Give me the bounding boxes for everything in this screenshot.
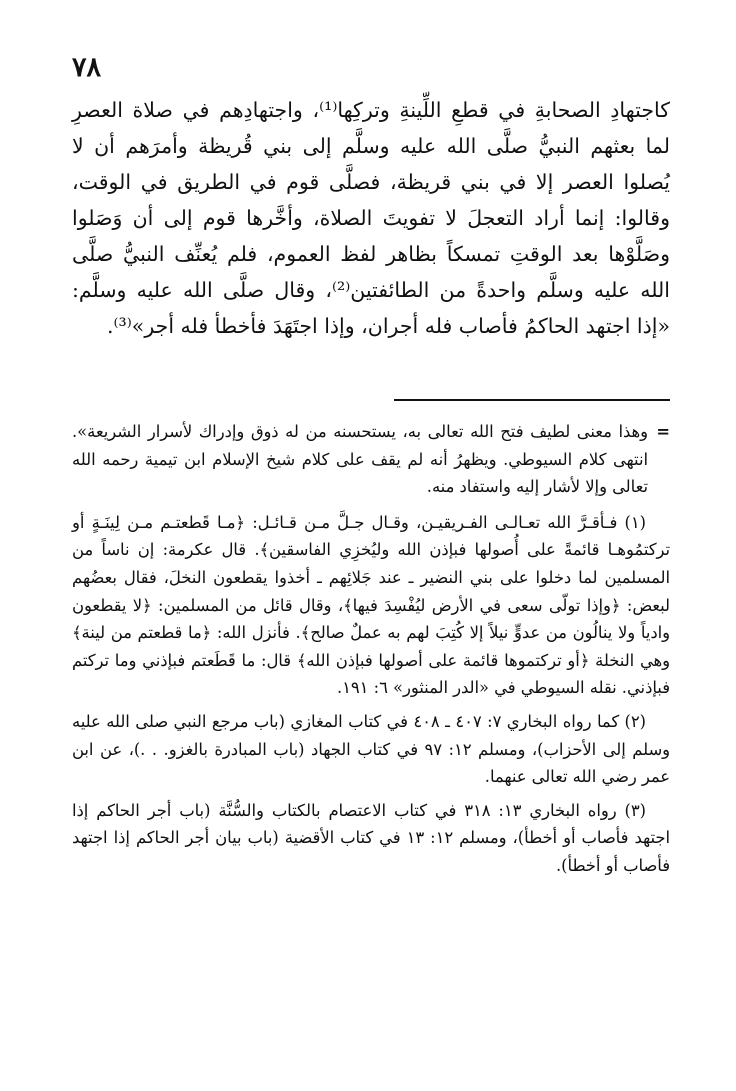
footnote-separator (394, 399, 670, 401)
continuation-mark: = (656, 422, 670, 441)
footnote-1: (١) فـأقـرَّ الله تعـالـى الفـريقيـن، وقـال جـلَّ مـن قـائـل: ﴿مـا قَطعتـم مـن لِينَـةٍ أو تركتمُوهـا قائمةً على أُصولها فبإذن الله وليُخزِي الفاسقين﴾. قال عكرمة: إن ناساً من المسلمين لما دخلوا على بني النضير ـ عند جَلائِهم ـ أخذوا يقطعون النخلَ، فقال بعضُهم لبعض: ﴿وإذا تولّى سعى في الأرض ليُفْسِدَ فيها﴾، وقال قائل من المسلمين: ﴿لا يقطعون وادياً ولا ينالُون من عدوٍّ نيلاً إلا كُتِبَ لهم به عملٌ صالح﴾. فأنزل الله: ﴿ما قطعتم من لينة﴾ وهي النخلة ﴿أو تركتموها قائمة على أصولها فبإذن الله﴾ قال: ما قَطَعتم فبإذني وما تركتم فبإذني. نقله السيوطي في «الدر المنثور» ٦: ١٩١. (72, 512, 670, 698)
main-paragraph: كاجتهادِ الصحابةِ في قطعِ اللِّينةِ وتركِها⁽¹⁾، واجتهادِهم في صلاة العصرِ لما بعثهم النبيُّ صلَّى الله عليه وسلَّم إلى بني قُريظة وأمرَهم أن لا يُصلوا العصر إلا في بني قريظة، فصلَّى قوم في الطريق في الوقت، وقالوا: إنما أراد التعجلَ لا تفويتَ الصلاة، وأخَّرها قوم إلى أن وَصَلوا وصَلَّوْها بعد الوقتِ تمسكاً بظاهر لفظ العموم، فلم يُعنِّف النبيُّ صلَّى الله عليه وسلَّم واحدةً من الطائفتين⁽²⁾، وقال صلَّى الله عليه وسلَّم: «إذا اجتهد الحاكمُ فأصاب فله أجران، وإذا اجتَهَدَ فأخطأ فله أجر»⁽³⁾. (72, 98, 671, 338)
footnote-2: (٢) كما رواه البخاري ٧: ٤٠٧ ـ ٤٠٨ في كتاب المغازي (باب مرجع النبي صلى الله عليه وسلم إلى الأحزاب)، ومسلم ١٢: ٩٧ في كتاب الجهاد (باب المبادرة بالغزو. . .)، عن ابن عمر رضي الله تعالى عنهما. (72, 711, 670, 787)
main-body-text (72, 92, 670, 344)
page-number: ٧٨ (72, 52, 102, 83)
footnote-continuation (72, 418, 670, 501)
footnotes-section (72, 418, 670, 886)
footnote-3: (٣) رواه البخاري ١٣: ٣١٨ في كتاب الاعتصام بالكتاب والسُّنَّة (باب أجر الحاكم إذا اجتهد فأصاب أو أخطأ)، ومسلم ١٢: ١٣ في كتاب الأقضية (باب بيان أجر الحاكم إذا اجتهد فأصاب أو أخطأ). (72, 800, 670, 875)
footnote-continuation-text: وهذا معنى لطيف فتح الله تعالى به، يستحسنه من له ذوق وإدراك لأسرار الشريعة». انتهى كلام السيوطي. ويظهرُ أنه لم يقف على كلام شيخ الإسلام ابن تيمية رحمه الله تعالى وإلا لأشار إليه واستفاد منه. (72, 422, 648, 497)
